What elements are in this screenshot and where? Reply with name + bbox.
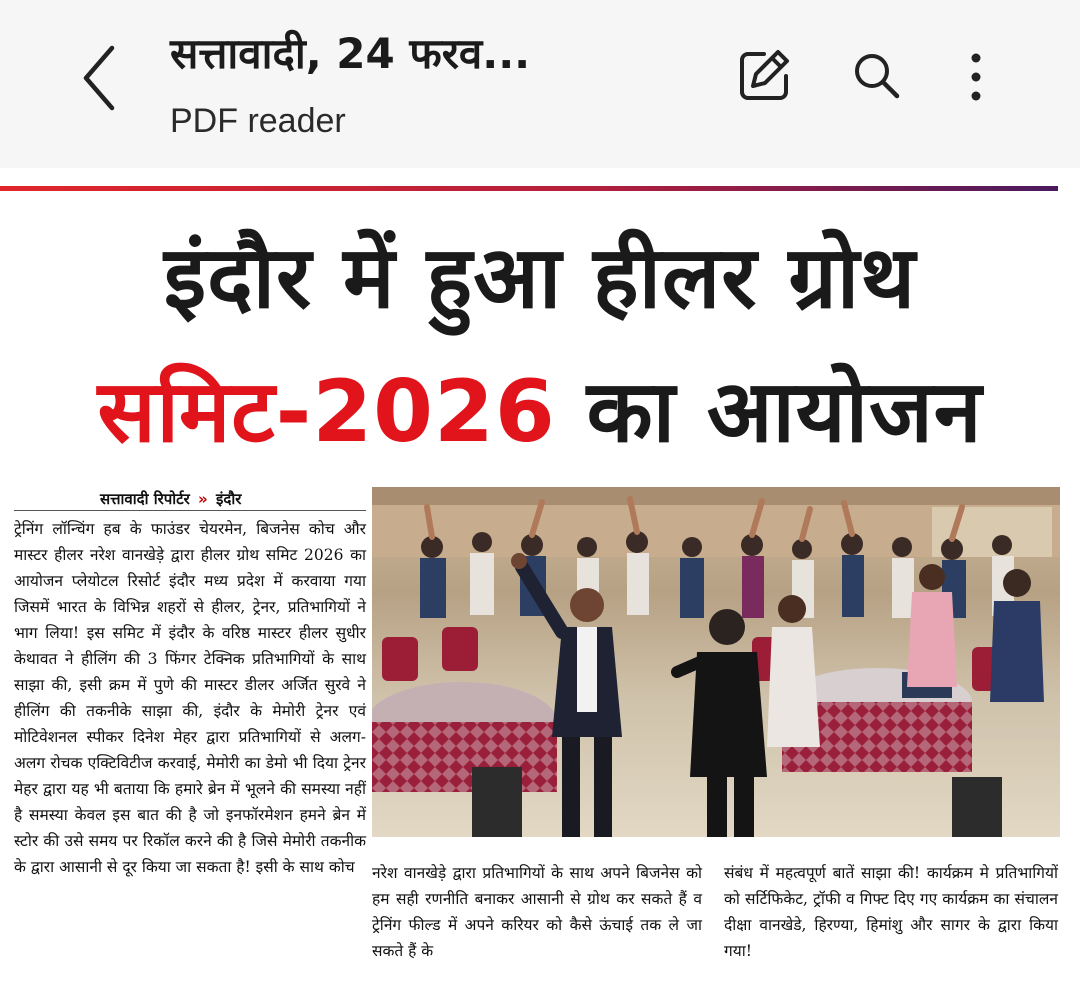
more-vertical-icon [946,46,1006,106]
document-title: सत्तावादी, 24 फरव... [170,29,531,78]
search-icon [846,46,906,106]
event-photo [372,487,1060,837]
article-column-2 [372,860,702,964]
article-column-3 [724,860,1058,964]
article-column-1 [14,516,366,880]
headline-rest: का आयोजन [586,362,983,462]
back-button[interactable] [70,40,130,116]
byline [100,489,241,509]
byline-divider [14,510,366,511]
byline-reporter: सत्तावादी रिपोर्टर [100,490,190,508]
chevron-left-icon [70,40,130,116]
article-column-3-text: संबंध में महत्वपूर्ण बातें साझा की! कार्यक्रम मे प्रतिभागियों को सर्टिफिकेट, ट्रॉफी व गिफ्ट दिए गए कार्यक्रम का संचालन दीक्षा वानखेडे, हिरण्या, हिमांशु और सागर के द्वारा किया गया! [724,864,1058,960]
byline-city: इंदौर [215,490,242,508]
byline-separator: » [198,490,208,508]
article-column-2-text: नरेश वानखेड़े द्वारा प्रतिभागियों के साथ अपने बिजनेस को हम सही रणनीति बनाकर आसानी से ग्रोथ कर सकते हैं व ट्रेनिंग फील्ड में अपने करियर को कैसे ऊंचाई तक ले जा सकते हैं के [372,864,702,960]
edit-icon [734,46,794,106]
headline-line-2 [0,362,1080,462]
app-subtitle: PDF reader [170,102,346,140]
edit-button[interactable] [734,46,794,106]
article-column-1-text: ट्रेनिंग लॉन्चिंग हब के फाउंडर चेयरमेन, बिजनेस कोच और मास्टर हीलर नरेश वानखेड़े द्वारा हीलर ग्रोथ समिट 2026 का आयोजन प्लेयोटल रिसोर्ट इंदौर मध्य प्रदेश में करवाया गया जिसमें भारत के विभिन्न शहरों से हीलर, ट्रेनर, प्रतिभागियों ने भाग लिया! इस समिट में इंदौर के वरिष्ठ मास्टर हीलर सुधीर केथावत ने हीलिंग की 3 फिंगर टेक्निक प्रतिभागियों के साथ साझा की, इसी क्रम में पुणे की मास्टर डीलर अर्जित सुरवे ने हीलिंग की तकनीके साझा की, इंदौर के मेमोरी ट्रेनर एवं मोटिवेशनल स्पीकर दिनेश मेहर द्वारा प्रतिभागियों से अलग-अलग रोचक एक्टिविटीज करवाई, मेमोरी का डेमो भी दिया ट्रेनर मेहर द्वारा यह भी बताया कि हमारे ब्रेन में भूलने की समस्या नहीं है समस्या केवल इस बात की है जो इनफॉरमेशन हमने ब्रेन में स्टोर की उसे समय पर रिकॉल करने की है जिसे मेमोरी तकनीक के द्वारा आसानी से दूर किया जा सकता है! इसी के साथ कोच [14,520,366,876]
event-photo-illustration [372,487,1060,837]
header-rule [0,186,1058,191]
headline-highlight: समिट-2026 [97,362,556,462]
headline-line-1: इंदौर में हुआ हीलर ग्रोथ [163,228,917,328]
search-button[interactable] [846,46,906,106]
app-bar [0,0,1080,168]
more-options-button[interactable] [946,46,1006,106]
